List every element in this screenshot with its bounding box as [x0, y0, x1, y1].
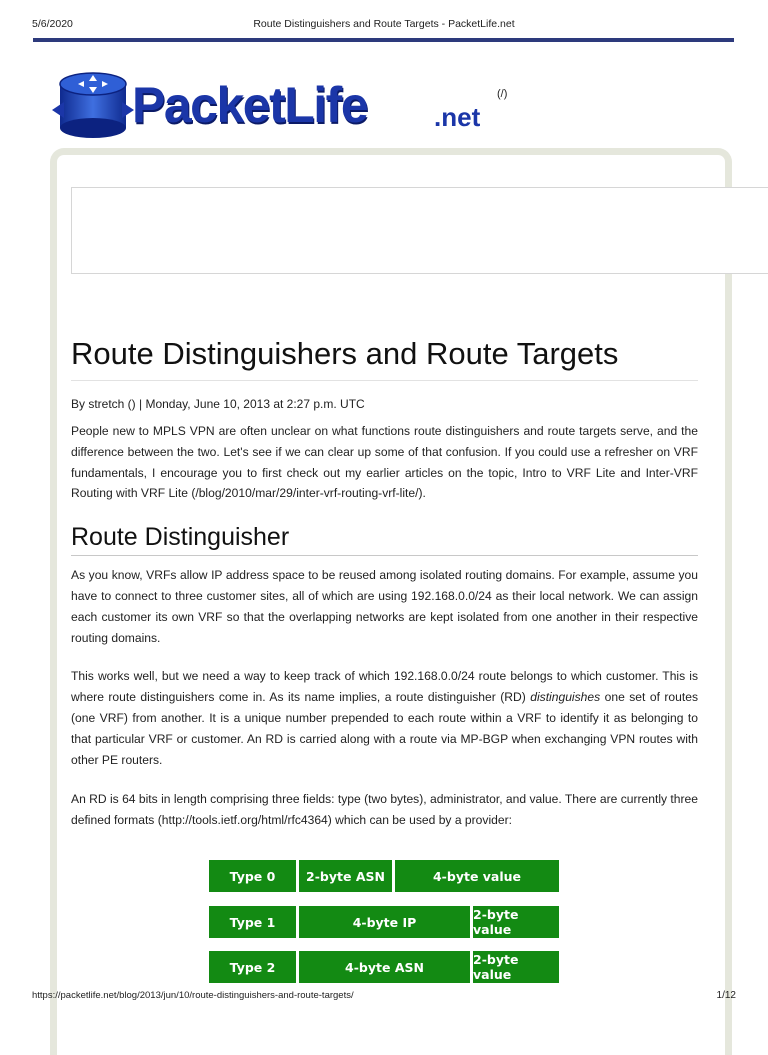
paragraph-rd-format: An RD is 64 bits in length comprising three fields: type (two bytes), administrator, and value. There are currently three defined formats (http://tools.ietf.org/html/rfc4364) which can be used by a provider: [71, 792, 698, 828]
logo-suffix: .net [434, 102, 481, 132]
rd-admin-cell: 2-byte ASN [299, 860, 392, 892]
print-date: 5/6/2020 [32, 18, 73, 30]
emphasis-text: distinguishes [530, 690, 601, 705]
article-byline: By stretch () | Monday, June 10, 2013 at 2:27 p.m. UTC [71, 397, 365, 411]
print-page-title: Route Distinguishers and Route Targets - PacketLife.net [253, 18, 515, 30]
rd-type-cell: Type 0 [209, 860, 296, 892]
rd-value-cell: 2-byte value [473, 951, 559, 983]
rd-type-cell: Type 1 [209, 906, 296, 938]
rd-format-row [209, 906, 559, 938]
intro-paragraph: People new to MPLS VPN are often unclear on what functions route distinguishers and route targets serve, and the difference between the two. Let's see if we can clear up some of that confusion. If you could use a refresher on VRF fundamentals, I encourage you to first check out my earlier articles on the topic, Intro to VRF Lite and Inter-VRF Routing with VRF Lite (/blog/2010/mar/29/inter-vrf-routing-vrf-lite/). [71, 424, 698, 501]
logo-wordmark: PacketLife [132, 77, 368, 133]
paragraph-text: This works well, but we need a way to keep track of which 192.168.0.0/24 route belongs to which customer. This is where route distinguishers come in. As its name implies, a route distinguisher (RD) [71, 669, 698, 705]
rd-admin-cell: 4-byte ASN [299, 951, 470, 983]
section-heading: Route Distinguisher [71, 520, 698, 556]
article-title: Route Distinguishers and Route Targets [71, 332, 698, 381]
paragraph-vrf-reuse: As you know, VRFs allow IP address space to be reused among isolated routing domains. For example, assume you have to connect to three customer sites, all of which are using 192.168.0.0/24 as their local network. We can assign each customer its own VRF so that the overlapping networks are kept isolated from one another in their respective routing domains. [71, 568, 698, 645]
page-number: 1/12 [716, 990, 736, 1001]
rd-value-cell: 4-byte value [395, 860, 559, 892]
rd-admin-cell: 4-byte IP [299, 906, 470, 938]
rd-format-row [209, 951, 559, 983]
print-url: https://packetlife.net/blog/2013/jun/10/route-distinguishers-and-route-targets/ [32, 990, 354, 1001]
ad-placeholder [71, 187, 768, 274]
home-link[interactable]: (/) [497, 88, 508, 100]
site-logo[interactable] [48, 62, 508, 142]
print-header [32, 18, 736, 32]
rd-type-cell: Type 2 [209, 951, 296, 983]
router-cylinder-icon [48, 64, 138, 140]
article [71, 332, 698, 831]
rd-format-row [209, 860, 559, 892]
rd-value-cell: 2-byte value [473, 906, 559, 938]
paragraph-rd-purpose [71, 666, 698, 770]
print-footer [32, 990, 736, 1002]
header-bar [33, 38, 734, 42]
paragraph-text: one set of routes (one VRF) from another. It is a unique number prepended to each route within a VRF to identify it as belonging to that particular VRF or customer. An RD is carried along with a route via MP-BGP when exchanging VPN routes with other PE routers. [71, 690, 698, 767]
